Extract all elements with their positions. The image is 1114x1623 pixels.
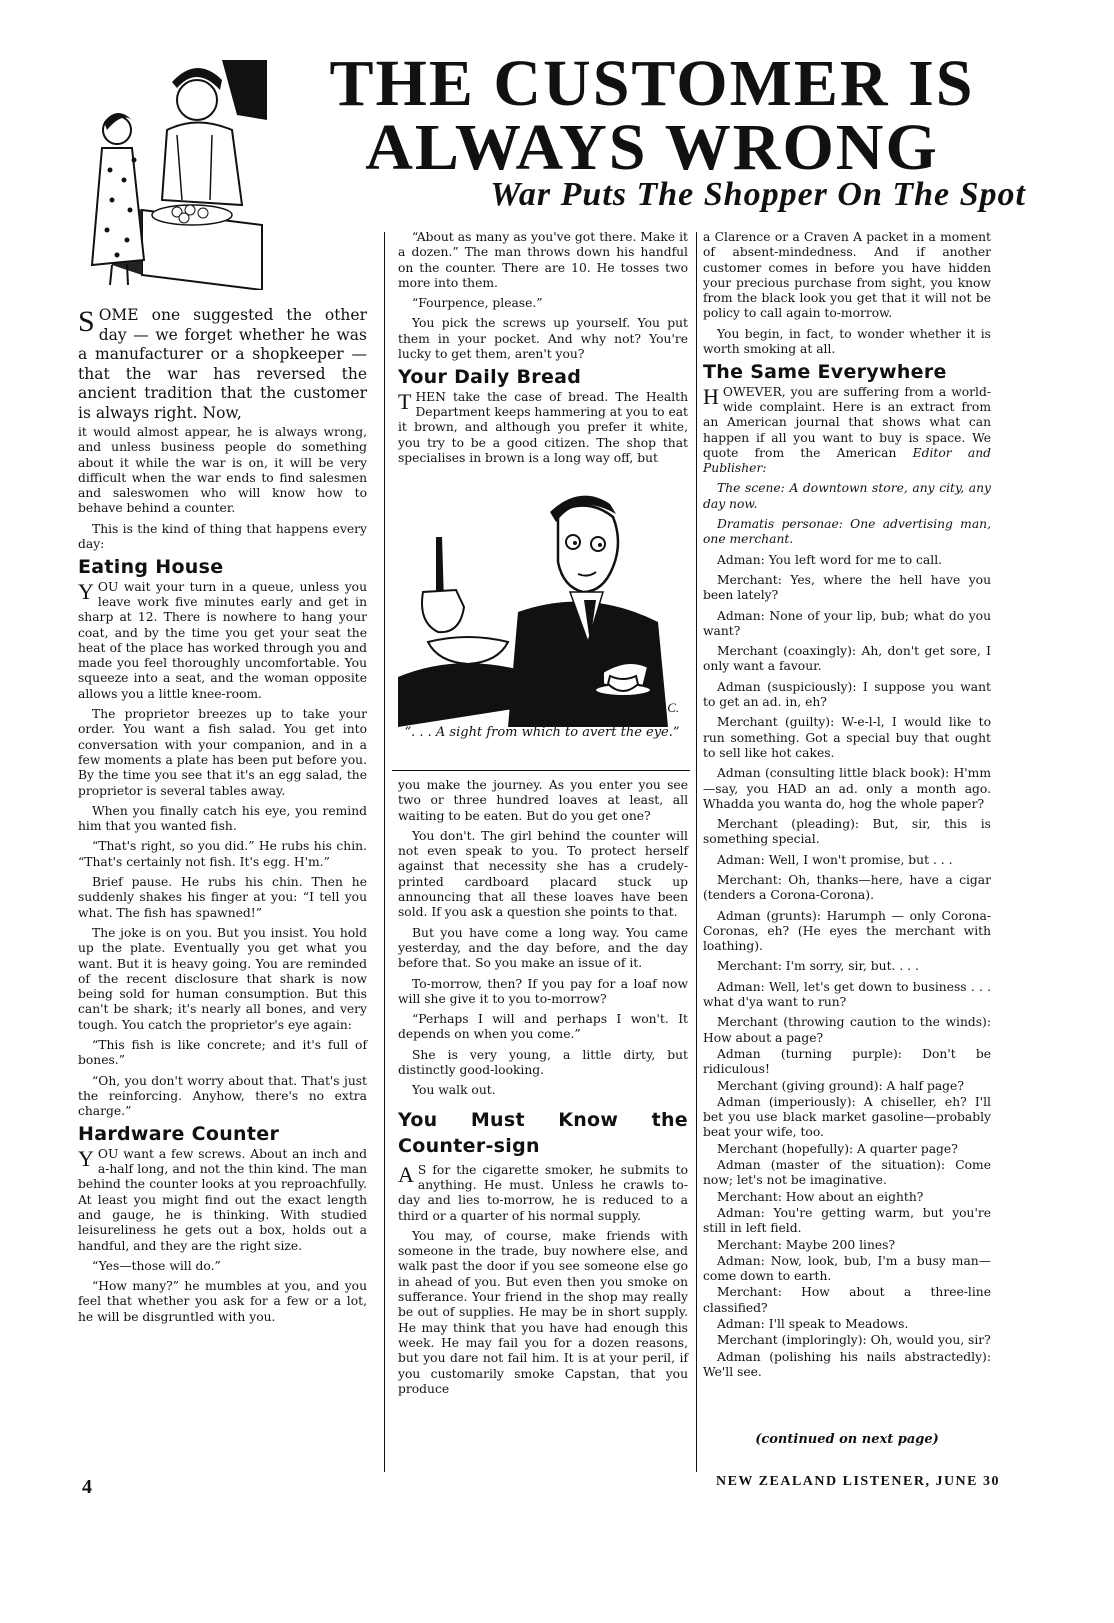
column-2-top <box>398 230 688 471</box>
column-3 <box>703 230 991 1381</box>
dialogue-line: Merchant: I'm sorry, sir, but. . . . <box>717 959 919 974</box>
paragraph: “That's right, so you did.” He rubs his chin. “That's certainly not fish. It's egg. H'm.” <box>78 839 367 869</box>
continued-note: (continued on next page) <box>755 1432 939 1447</box>
paragraph: You pick the screws up yourself. You put them in your pocket. And why not? You're lucky to get them, aren't you? <box>398 316 688 362</box>
section-heading-hardware-counter: Hardware Counter <box>78 1123 280 1146</box>
paragraph: The joke is on you. But you insist. You hold up the plate. Eventually you get what you want. But it is heavy going. You are reminded of the recent disclosure that shark is now being sold for human consumption. But this can't be shark; it's nearly all bones, and very tough. You catch the proprietor's eye again: <box>78 925 367 1032</box>
section-heading-eating-house: Eating House <box>78 556 224 579</box>
paragraph: a Clarence or a Craven A packet in a moment of absent-mindedness. And if another customer comes in before you have hidden your precious purchase from sight, you know from the black look you get that it will not be policy to call again to-morrow. <box>703 230 991 321</box>
paragraph: “Perhaps I will and perhaps I won't. It depends on when you come.” <box>398 1012 688 1042</box>
dialogue-line: Merchant (coaxingly): Ah, don't get sore, I only want a favour. <box>703 644 991 674</box>
dialogue-line: Adman (imperiously): A chiseller, eh? I'll bet you use black market gasoline—probably beat your wife, too. <box>703 1094 991 1140</box>
paragraph: You may, of course, make friends with someone in the trade, buy nowhere else, and walk past the door if you see someone else go in ahead of you. But even then you smoke on sufferance. Your friend in the shop may really be out of supplies. He may be in short supply. He may think that you have had enough this week. He may fail you for a dozen reasons, but you dare not fail him. It is at your peril, if you customarily smoke Capstan, that you produce <box>398 1228 688 1396</box>
paragraph: The proprietor breezes up to take your order. You want a fish salad. You get into conversation with your companion, and in a few moments a plate has been put before you. By the time you see that it's an egg salad, the proprietor is several tables away. <box>78 707 367 798</box>
drop-cap: A <box>398 1161 414 1187</box>
illustration-caption: “. . . A sight from which to avert the eye.” <box>404 725 680 740</box>
paragraph: “Oh, you don't worry about that. That's just the reinforcing. Anyhow, there's no extra charge.” <box>78 1073 367 1119</box>
headline-line2: ALWAYS WRONG <box>365 111 939 184</box>
paragraph: “Yes—those will do.” <box>92 1258 221 1273</box>
dialogue-line: Adman (suspiciously): I suppose you want to get an ad. in, eh? <box>703 679 991 710</box>
dialogue-line: Adman: Now, look, bub, I'm a busy man—come down to earth. <box>703 1253 991 1284</box>
caption-divider <box>392 770 690 771</box>
dialogue-line: Adman: I'll speak to Meadows. <box>717 1317 909 1331</box>
paragraph: She is very young, a little dirty, but distinctly good-looking. <box>398 1047 688 1078</box>
dialogue-line: Merchant (throwing caution to the winds): How about a page? <box>703 1015 991 1045</box>
drop-cap: H <box>703 383 719 409</box>
dialogue-line: Merchant (hopefully): A quarter page? <box>717 1141 958 1156</box>
column-divider <box>384 232 385 1472</box>
dialogue-line: Adman: You're getting warm, but you're still in left field. <box>703 1205 991 1236</box>
dialogue-line: Adman: You left word for me to call. <box>717 552 943 567</box>
paragraph: HOWEVER, you are suffering from a world-wide complaint. Here is an extract from an American journal that shows what can happen if all you want to buy is space. We quote from the American Editor and Publisher: <box>703 383 991 476</box>
paragraph: THEN take the case of bread. The Health Department keeps hammering at you to eat it brown, and although you prefer it white, you try to be a good citizen. The shop that specialises in brown is a long way off, but <box>398 388 688 465</box>
paragraph: You begin, in fact, to wonder whether it is worth smoking at all. <box>703 326 991 357</box>
section-heading-same-everywhere: The Same Everywhere <box>703 361 947 384</box>
paragraph: You walk out. <box>412 1083 496 1098</box>
column-divider <box>696 232 697 1472</box>
section-heading-daily-bread: Your Daily Bread <box>398 366 582 389</box>
paragraph: A S for the cigarette smoker, he submits to anything. He must. Unless he crawls to-day and lies to-morrow, he is reduced to a third or a quarter of his normal supply. <box>398 1161 688 1223</box>
headline-line1: THE CUSTOMER IS <box>329 47 975 120</box>
dialogue-line: Merchant (guilty): W-e-l-l, I would like to run something. Got a special buy that ought to sell like hot cakes. <box>703 715 991 760</box>
scene-line: The scene: A downtown store, any city, any day now. <box>703 481 991 511</box>
dialogue-line: Adman (polishing his nails abstractedly): We'll see. <box>703 1349 991 1379</box>
dialogue-line: Adman: Well, I won't promise, but . . . <box>717 852 953 867</box>
dialogue-line: Adman (master of the situation): Come now; let's not be imaginative. <box>703 1158 991 1188</box>
drop-cap: Y <box>78 1145 94 1171</box>
dialogue-line: Adman: None of your lip, bub; what do you want? <box>703 608 991 638</box>
paragraph: You don't. The girl behind the counter will not even speak to you. To protect herself against that necessity she has a crudely-printed cardboard placard stuck up announcing that all these loaves have been sold. If you ask a question she points to that. <box>398 828 688 920</box>
paragraph: YOU wait your turn in a queue, unless you leave work five minutes early and get in sharp at 12. There is nowhere to hang your coat, and by the time you get your seat the heat of the place has worked through you and made you feel thoroughly uncomfortable. You squeeze into a seat, and the woman opposite allows you a little knee-room. <box>78 578 367 701</box>
paragraph: Brief pause. He rubs his chin. Then he suddenly shakes his finger at you: “I tell you what. The fish has spawned!” <box>78 875 367 920</box>
paragraph: When you finally catch his eye, you remind him that you wanted fish. <box>78 803 367 834</box>
section-heading-counter-sign: You Must Know the Counter-sign <box>398 1108 688 1157</box>
teacup-illustration <box>398 492 686 727</box>
intro-paragraph: SOME one suggested the other day — we forget whether he was a manufacturer or a shopkeeper — that the war has reversed the ancient tradition that the customer is always right. Now, <box>78 305 367 422</box>
dialogue-line: Adman (turning purple): Don't be ridiculous! <box>703 1046 991 1077</box>
drop-cap: T <box>398 388 412 414</box>
dialogue-line: Adman (consulting little black book): H'mm—say, you HAD an ad. only a month ago. Whadda you wanta do, hog the whole paper? <box>703 766 991 811</box>
artist-signature: R.C. <box>656 700 680 715</box>
paragraph: This is the kind of thing that happens every day: <box>78 521 367 552</box>
paragraph: “Fourpence, please.” <box>412 296 543 311</box>
dialogue-line: Adman (grunts): Harumph — only Corona-Coronas, eh? (He eyes the merchant with loathing). <box>703 908 991 954</box>
dialogue-line: Merchant (giving ground): A half page? <box>717 1078 964 1093</box>
paragraph: But you have come a long way. You came yesterday, and the day before, and the day before that. So you make an issue of it. <box>398 925 688 971</box>
column-1 <box>78 306 367 1330</box>
dialogue-line: Merchant: Maybe 200 lines? <box>717 1237 896 1252</box>
paragraph: “This fish is like concrete; and it's full of bones.” <box>78 1037 367 1068</box>
subheadline: War Puts The Shopper On The Spot <box>490 176 1026 213</box>
headline <box>272 47 1032 184</box>
paragraph: you make the journey. As you enter you see two or three hundred loaves at least, all waiting to be eaten. But do you get one? <box>398 778 688 823</box>
paragraph: To-morrow, then? If you pay for a loaf now will she give it to you to-morrow? <box>398 976 688 1006</box>
dialogue-line: Merchant: Yes, where the hell have you been lately? <box>703 572 991 603</box>
masthead-footer: NEW ZEALAND LISTENER, JUNE 30 <box>715 1474 1000 1489</box>
dialogue-line: Merchant: How about a three-line classified? <box>703 1285 991 1315</box>
intro-paragraph-rest: it would almost appear, he is always wrong, and unless business people do something about it while the war is on, it will be very difficult when the war ends to find salesmen and saleswomen who will know how to behave behind a counter. <box>78 425 367 516</box>
dialogue-line: Merchant (pleading): But, sir, this is something special. <box>703 817 991 847</box>
personae-line: Dramatis personae: One advertising man, one merchant. <box>703 517 991 547</box>
paragraph: “About as many as you've got there. Make it a dozen.” The man throws down his handful on the counter. There are 10. He tosses two more into them. <box>398 230 688 290</box>
column-2-bottom <box>398 778 688 1402</box>
dialogue-line: Merchant (imploringly): Oh, would you, sir? <box>717 1333 991 1348</box>
drop-cap: Y <box>78 578 94 604</box>
journal-title: Editor and Publisher: <box>703 445 991 476</box>
paragraph: YOU want a few screws. About an inch and a-half long, and not the thin kind. The man behind the counter looks at you reproachfully. At least you might find out the exact length and gauge, he is thinking. With studied leisureliness he gets out a box, holds out a handful, and they are the right size. <box>78 1145 367 1253</box>
drop-cap: S <box>78 305 95 338</box>
dialogue-line: Adman: Well, let's get down to business . . . what d'ya want to run? <box>703 979 991 1010</box>
dialogue-line: Merchant: How about an eighth? <box>717 1189 924 1204</box>
dialogue-line: Merchant: Oh, thanks—here, have a cigar (tenders a Corona-Corona). <box>703 872 991 903</box>
page-number: 4 <box>82 1476 94 1498</box>
paragraph: “How many?” he mumbles at you, and you feel that whether you ask for a few or a lot, he will be disgruntled with you. <box>78 1279 367 1324</box>
shop-illustration <box>72 60 272 290</box>
